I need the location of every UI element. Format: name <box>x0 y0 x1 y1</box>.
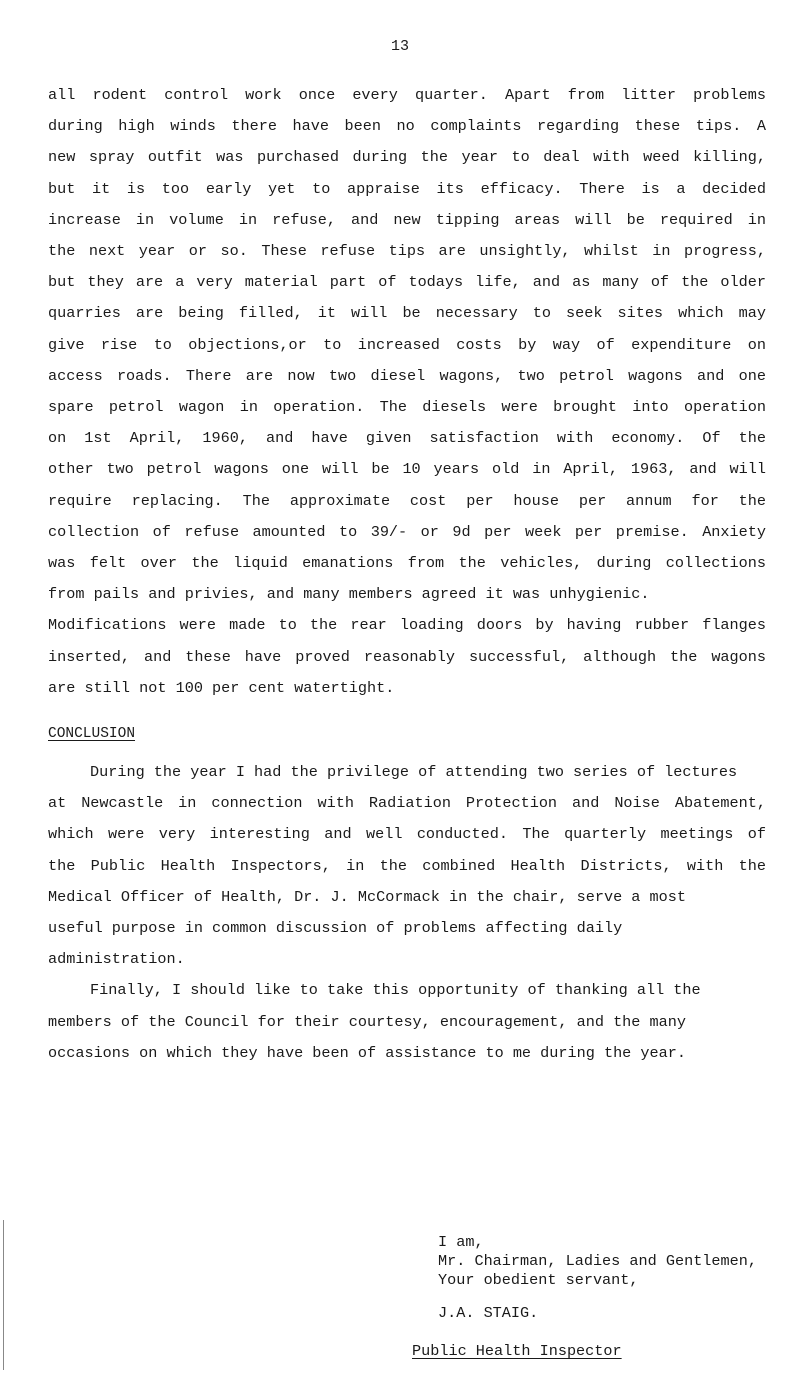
scan-margin-line <box>3 1220 4 1370</box>
text-line: require replacing. The approximate cost per house per annum for the <box>48 491 766 510</box>
text-line: members of the Council for their courtesy, encouragement, and the many <box>48 1012 686 1031</box>
closing-line-servant: Your obedient servant, <box>438 1271 639 1289</box>
text-line: all rodent control work once every quarter. Apart from litter problems <box>48 86 766 104</box>
text-line: occasions on which they have been of assistance to me during the year. <box>48 1043 686 1062</box>
text-line: during high winds there have been no complaints regarding these tips. A <box>48 117 766 136</box>
text-line: new spray outfit was purchased during the year to deal with weed killing, <box>48 148 766 167</box>
text-line: the Public Health Inspectors, in the combined Health Districts, with the <box>48 856 766 875</box>
text-line: During the year I had the privilege of attending two series of lectures <box>90 763 738 781</box>
text-line: Medical Officer of Health, Dr. J. McCormack in the chair, serve a most <box>48 887 686 906</box>
closing-block <box>438 1233 757 1290</box>
section-heading-conclusion: CONCLUSION <box>48 726 136 742</box>
text-line: quarries are being filled, it will be necessary to seek sites which may <box>48 304 766 323</box>
signature-title: Public Health Inspector <box>412 1342 622 1360</box>
text-line: are still not 100 per cent watertight. <box>48 678 395 697</box>
text-line: from pails and privies, and many members agreed it was unhygienic. <box>48 585 650 604</box>
text-line: increase in volume in refuse, and new tipping areas will be required in <box>48 210 766 229</box>
text-line: other two petrol wagons one will be 10 years old in April, 1963, and will <box>48 460 766 479</box>
text-line: access roads. There are now two diesel wagons, two petrol wagons and one <box>48 366 766 385</box>
closing-line-salutation: Mr. Chairman, Ladies and Gentlemen, <box>438 1252 757 1270</box>
text-line: but they are a very material part of todays life, and as many of the older <box>48 273 766 292</box>
text-line: Modifications were made to the rear loading doors by having rubber flanges <box>48 616 766 635</box>
text-line: which were very interesting and well conducted. The quarterly meetings of <box>48 825 766 844</box>
text-line: spare petrol wagon in operation. The diesels were brought into operation <box>48 398 766 417</box>
paragraph-refuse-collection <box>48 80 766 704</box>
text-line: useful purpose in common discussion of problems affecting daily <box>48 919 623 938</box>
text-line: the next year or so. These refuse tips are unsightly, whilst in progress, <box>48 242 766 261</box>
text-line: was felt over the liquid emanations from the vehicles, during collections <box>48 554 766 573</box>
text-line: give rise to objections,or to increased costs by way of expenditure on <box>48 335 766 354</box>
text-line: but it is too early yet to appraise its efficacy. There is a decided <box>48 179 766 198</box>
text-line: Finally, I should like to take this opportunity of thanking all the <box>90 981 701 1000</box>
text-line: at Newcastle in connection with Radiation Protection and Noise Abatement, <box>48 794 766 813</box>
paragraph-conclusion <box>48 757 766 1069</box>
text-line: on 1st April, 1960, and have given satisfaction with economy. Of the <box>48 429 766 448</box>
page-number: 13 <box>390 38 409 55</box>
closing-line-i-am: I am, <box>438 1233 484 1251</box>
text-line: administration. <box>48 950 185 969</box>
signature-name: J.A. STAIG. <box>438 1304 539 1322</box>
text-line: inserted, and these have proved reasonably successful, although the wagons <box>48 647 766 666</box>
text-line: collection of refuse amounted to 39/- or 9d per week per premise. Anxiety <box>48 522 766 541</box>
